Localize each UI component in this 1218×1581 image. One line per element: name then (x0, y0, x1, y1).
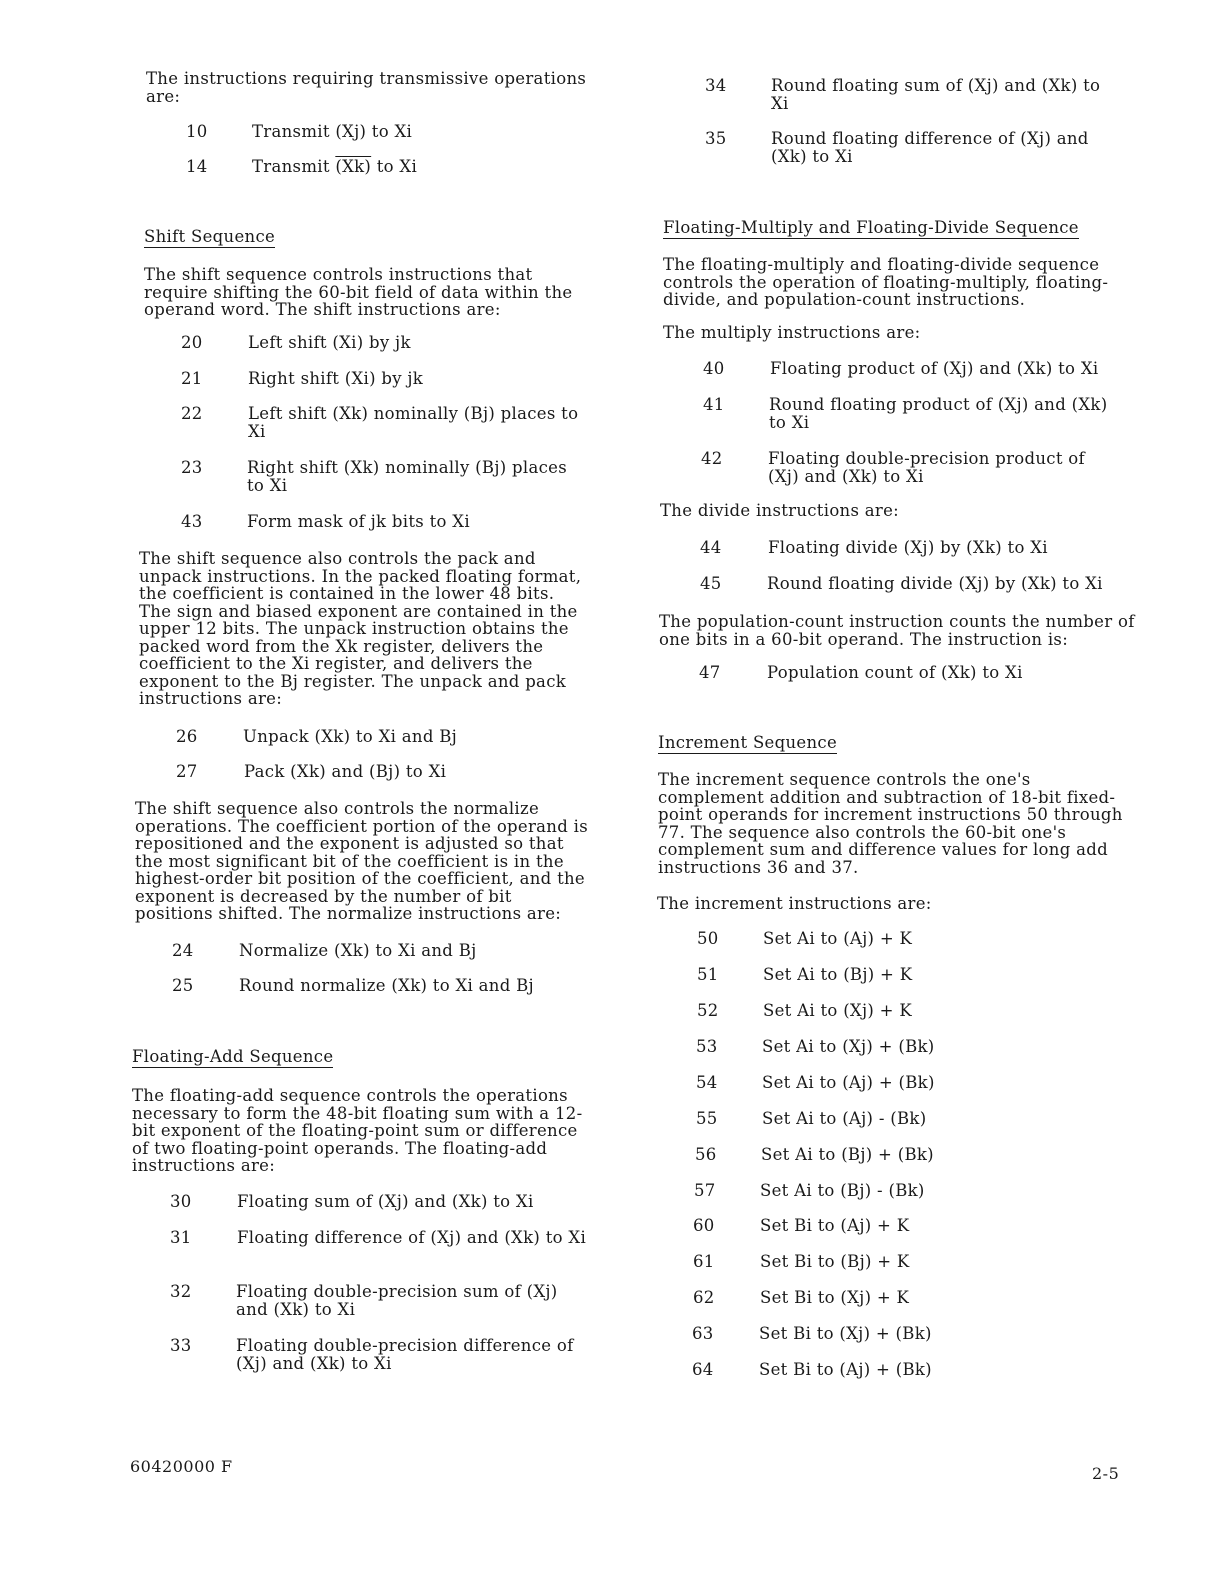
instruction-text: Left shift (Xk) nominally (Bj) places to Xi (248, 404, 579, 441)
instruction-text: Set Bi to (Xj) + K (760, 1288, 910, 1307)
instruction-text: Normalize (Xk) to Xi and Bj (239, 941, 477, 960)
floating-multiply-paragraph: The floating-multiply and floating-divide sequence controls the operation of floating-multiply, floating-divide, and population-count instructions. (663, 255, 1109, 309)
opcode: 40 (703, 359, 725, 378)
instruction-text: Set Ai to (Bj) + K (763, 965, 913, 984)
opcode: 14 (186, 157, 208, 176)
opcode: 53 (696, 1037, 718, 1056)
instruction-text: Population count of (Xk) to Xi (767, 663, 1023, 682)
opcode: 27 (176, 762, 198, 781)
instruction-text: Set Ai to (Aj) - (Bk) (762, 1109, 927, 1128)
instruction-text: Floating double-precision sum of (Xj) and (Xk) to Xi (236, 1282, 558, 1319)
increment-paragraph: The increment sequence controls the one's complement addition and subtraction of 18-bit fixed-point operands for increment instructions 50 through 77. The sequence also controls the 60-bit one's complement sum and difference values for long add instructions 36 and 37. (658, 770, 1123, 877)
opcode: 30 (170, 1192, 192, 1211)
instruction-text: Set Ai to (Aj) + K (763, 929, 913, 948)
instruction-text: Transmit (Xj) to Xi (252, 122, 413, 141)
opcode: 20 (181, 333, 203, 352)
instruction-text: Round floating difference of (Xj) and (Xk) to Xi (771, 129, 1089, 166)
opcode: 32 (170, 1282, 192, 1301)
instruction-text: Round floating sum of (Xj) and (Xk) to Xi (771, 76, 1101, 113)
complement-operand: (Xk) (335, 157, 372, 176)
instruction-text: Form mask of jk bits to Xi (247, 512, 470, 531)
instruction-text: Unpack (Xk) to Xi and Bj (243, 727, 458, 746)
opcode: 60 (693, 1216, 715, 1235)
text-part: Transmit (252, 157, 336, 176)
instruction-text: Left shift (Xi) by jk (248, 333, 411, 352)
opcode: 23 (181, 458, 203, 477)
instruction-text (252, 158, 602, 176)
opcode: 56 (695, 1145, 717, 1164)
opcode: 26 (176, 727, 198, 746)
instruction-text: Floating product of (Xj) and (Xk) to Xi (770, 359, 1099, 378)
opcode: 45 (700, 574, 722, 593)
section-heading-floating-multiply: Floating-Multiply and Floating-Divide Sequence (663, 218, 1079, 237)
opcode: 52 (697, 1001, 719, 1020)
instruction-text: Round normalize (Xk) to Xi and Bj (239, 976, 534, 995)
opcode: 61 (693, 1252, 715, 1271)
opcode: 34 (705, 76, 727, 95)
instruction-text: Floating double-precision difference of (Xj) and (Xk) to Xi (236, 1336, 574, 1373)
opcode: 43 (181, 512, 203, 531)
opcode: 57 (694, 1181, 716, 1200)
opcode: 44 (700, 538, 722, 557)
instruction-text: Set Ai to (Bj) + (Bk) (761, 1145, 934, 1164)
increment-intro: The increment instructions are: (657, 894, 932, 913)
divide-intro: The divide instructions are: (660, 501, 900, 520)
section-heading-floating-add: Floating-Add Sequence (132, 1047, 334, 1066)
page-number: 2-5 (1092, 1464, 1120, 1483)
opcode: 54 (696, 1073, 718, 1092)
instruction-text: Pack (Xk) and (Bj) to Xi (244, 762, 447, 781)
opcode: 33 (170, 1336, 192, 1355)
instruction-text: Set Bi to (Aj) + K (760, 1216, 910, 1235)
opcode: 35 (705, 129, 727, 148)
opcode: 41 (703, 395, 725, 414)
opcode: 31 (170, 1228, 192, 1247)
opcode: 63 (692, 1324, 714, 1343)
opcode: 25 (172, 976, 194, 995)
instruction-text: Set Bi to (Bj) + K (760, 1252, 910, 1271)
instruction-text: Floating double-precision product of (Xj) and (Xk) to Xi (768, 449, 1085, 486)
opcode: 55 (696, 1109, 718, 1128)
popcount-paragraph: The population-count instruction counts the number of one bits in a 60-bit operand. The instruction is: (659, 612, 1135, 649)
instruction-text: Set Ai to (Aj) + (Bk) (762, 1073, 935, 1092)
instruction-text: Right shift (Xi) by jk (248, 369, 424, 388)
instruction-text: Round floating divide (Xj) by (Xk) to Xi (767, 574, 1103, 593)
text-part: to Xi (371, 157, 418, 176)
floating-add-paragraph: The floating-add sequence controls the operations necessary to form the 48-bit floating sum with a 12-bit exponent of the floating-point sum or difference of two floating-point operands. The floating-add instructions are: (132, 1086, 583, 1175)
instruction-text: Set Bi to (Aj) + (Bk) (759, 1360, 932, 1379)
instruction-text: Floating divide (Xj) by (Xk) to Xi (768, 538, 1048, 557)
opcode: 51 (697, 965, 719, 984)
instruction-text: Set Ai to (Xj) + (Bk) (762, 1037, 935, 1056)
instruction-text: Right shift (Xk) nominally (Bj) places to Xi (247, 458, 567, 495)
opcode: 21 (181, 369, 203, 388)
instruction-text: Round floating product of (Xj) and (Xk) to Xi (769, 395, 1108, 432)
document-number: 60420000 F (130, 1457, 233, 1476)
pack-paragraph: The shift sequence also controls the pack and unpack instructions. In the packed floating format, the coefficient is contained in the lower 48 bits. The sign and biased exponent are contained in the upper 12 bits. The unpack instruction obtains the packed word from the Xk register, delivers the coefficient to the Xi register, and delivers the exponent to the Bj register. The unpack and pack instructions are: (139, 549, 582, 708)
opcode: 42 (701, 449, 723, 468)
transmit-intro: The instructions requiring transmissive operations are: (146, 69, 587, 106)
instruction-text: Set Ai to (Xj) + K (763, 1001, 912, 1020)
section-heading-increment: Increment Sequence (658, 733, 838, 752)
opcode: 47 (699, 663, 721, 682)
instruction-text: Floating difference of (Xj) and (Xk) to Xi (237, 1228, 587, 1247)
multiply-intro: The multiply instructions are: (663, 323, 921, 342)
opcode: 24 (172, 941, 194, 960)
normalize-paragraph: The shift sequence also controls the normalize operations. The coefficient portion of the operand is repositioned and the exponent is adjusted so that the most significant bit of the coefficient is in the highest-order bit position of the coefficient, and the exponent is decreased by the number of bit positions shifted. The normalize instructions are: (135, 799, 588, 923)
instruction-text: Set Ai to (Bj) - (Bk) (760, 1181, 925, 1200)
shift-paragraph: The shift sequence controls instructions that require shifting the 60-bit field of data within the operand word. The shift instructions are: (144, 265, 573, 319)
opcode: 62 (693, 1288, 715, 1307)
opcode: 22 (181, 404, 203, 423)
instruction-text: Floating sum of (Xj) and (Xk) to Xi (237, 1192, 534, 1211)
section-heading-shift: Shift Sequence (144, 227, 276, 246)
instruction-text: Set Bi to (Xj) + (Bk) (759, 1324, 932, 1343)
opcode: 10 (186, 122, 208, 141)
opcode: 64 (692, 1360, 714, 1379)
opcode: 50 (697, 929, 719, 948)
